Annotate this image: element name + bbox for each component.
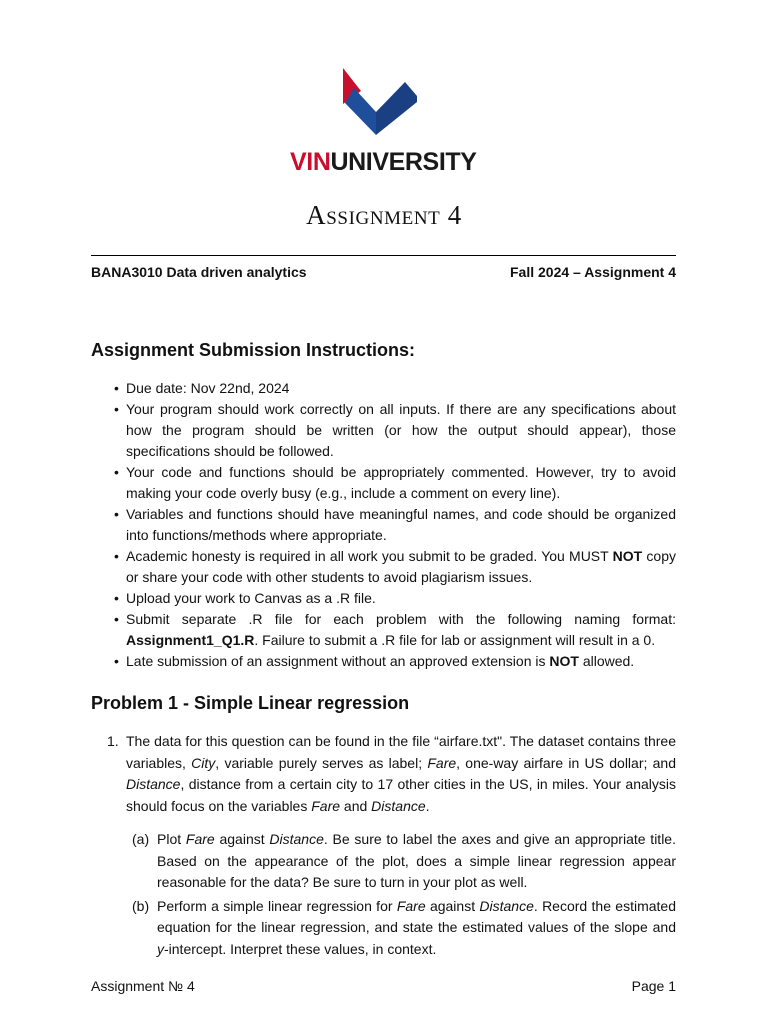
footer-assignment-label: Assignment № 4 [91,978,195,994]
page-number: Page 1 [631,978,676,994]
problem-number: 1. [107,733,119,749]
subquestion-label: (a) [132,831,150,847]
problem-heading: Problem 1 - Simple Linear regression [91,693,410,713]
document-title: Assignment 4 [306,200,462,230]
term-label: Fall 2024 – Assignment 4 [510,264,676,280]
problem-item [91,731,676,960]
list-item: • Your program should work correctly on all inputs. If there are any specifications about how the program should be written (or how the output should appear), those specifications should be followed. [91,399,676,462]
problem-text: The data for this question can be found in the file “airfare.txt". The dataset contains three variables, City, variable purely serves as label; Fare, one-way airfare in US dollar; and Distance, distance from a certain city to 17 other cities in the US, in miles. Your analysis should focus on the variables Fare and Distance. [126,733,676,814]
subquestion-b: (b) Perform a simple linear regression for Fare against Distance. Record the estimated equation for the linear regression, and state the estimated values of the slope and y-intercept. Interpret these values, in context. [132,897,676,957]
logo-wordmark: VINUNIVERSITY [290,148,477,176]
subquestion-label: (b) [132,897,150,914]
list-item: • Upload your work to Canvas as a .R file. [91,588,676,609]
list-item: • Late submission of an assignment without an approved extension is NOT allowed. [91,651,676,672]
list-item: • Your code and functions should be appropriately commented. However, try to avoid making your code overly busy (e.g., include a comment on every line). [91,462,676,504]
subquestion-a: (a) Plot Fare against Distance. Be sure to label the axes and give an appropriate title. Based on the appearance of the plot, does a simple linear regression appear reasonable for the data? Be sure to turn in your plot as well. [132,831,676,890]
course-name: BANA3010 Data driven analytics [91,264,307,280]
instructions-heading: Assignment Submission Instructions: [91,340,416,360]
problem-list [91,731,676,962]
instructions-list [91,378,676,672]
vinuniversity-v-mark-icon [332,64,422,136]
list-item: • Due date: Nov 22nd, 2024 [91,378,676,399]
university-logo [288,62,477,180]
list-item: • Variables and functions should have meaningful names, and code should be organized into functions/methods where appropriate. [91,504,676,546]
list-item: • Submit separate .R file for each problem with the following naming format: Assignment1_Q1.R. Failure to submit a .R file for lab or assignment will result in a 0. [91,609,676,651]
subquestion-list [126,829,676,960]
list-item: • Academic honesty is required in all work you submit to be graded. You MUST NOT copy or share your code with other students to avoid plagiarism issues. [91,546,676,588]
header-rule [91,255,676,256]
